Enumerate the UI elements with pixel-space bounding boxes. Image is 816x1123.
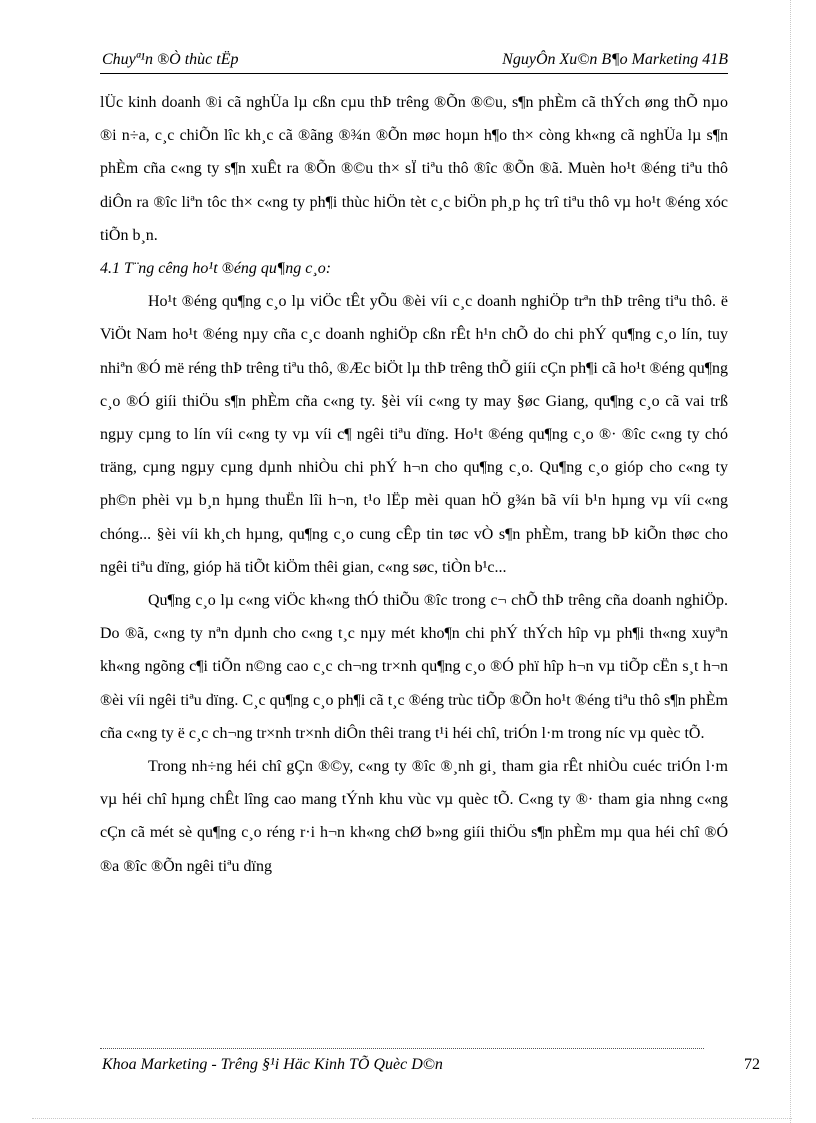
footer-divider (100, 1048, 704, 1049)
section-heading: 4.1 T¨ng cêng ho¹t ®éng qu¶ng c¸o: (100, 260, 332, 278)
page-footer (100, 1054, 760, 1078)
page-body (100, 86, 728, 883)
body-paragraph: Qu¶ng c¸o lµ c«ng viÖc kh«ng thÓ thiÕu ®îc trong c¬ chÕ thÞ trêng cña doanh nghiÖp. Do ®ã, c«ng ty nªn dµnh cho c«ng t¸c nµy mét kho¶n chi phÝ thÝch hîp vµ ph¶i th«ng xuyªn kh«ng ngõng c¶i tiÕn n©ng cao c¸c ch¬ng tr×nh qu¶ng c¸o ®Ó phï hîp h¬n vµ tiÕp cËn s¸t h¬n ®èi víi ngêi tiªu dïng. C¸c qu¶ng c¸o ph¶i cã t¸c ®éng trùc tiÕp ®Õn ho¹t ®éng tiªu thô s¶n phÈm cña c«ng ty ë c¸c ch¬ng tr×nh tr×nh diÔn thêi trang t¹i héi chî, triÓn l·m trong níc vµ quèc tÕ. (100, 592, 728, 742)
bottom-border-line (32, 1118, 792, 1119)
right-border-line (790, 0, 791, 1123)
intro-paragraph: lÜc kinh doanh ®i cã nghÜa lµ cßn cµu thÞ trêng ®Õn ®©u, s¶n phÈm cã thÝch øng thÕ nµo ®i n÷a, c¸c chiÕn lîc kh¸c cã ®ãng ®¾n ®Õn møc hoµn h¶o th× còng kh«ng cã nghÜa lµ s¶n phÈm cña c«ng ty s¶n xuÊt ra ®Õn ®©u th× sÏ tiªu thô ®îc ®Õn ®ã. Muèn ho¹t ®éng tiªu thô diÔn ra ®îc liªn tôc th× c«ng ty ph¶i thùc hiÖn tèt c¸c biÖn ph¸p hç trî tiªu thô vµ ho¹t ®éng xóc tiÕn b¸n. (100, 94, 728, 244)
page-header (100, 49, 728, 74)
page-number: 72 (744, 1056, 760, 1073)
header-title: Chuyª¹n ®Ò thùc tËp (102, 51, 239, 68)
header-author: NguyÔn Xu©n B¶o Marketing 41B (502, 51, 728, 68)
body-paragraph: Trong nh÷ng héi chî gÇn ®©y, c«ng ty ®îc ®¸nh gi¸ tham gia rÊt nhiÒu cuéc triÓn l·m vµ héi chî hµng chÊt lîng cao mang tÝnh khu vùc vµ quèc tÕ. C«ng ty ®· tham gia nhng c«ng cÇn cã mét sè qu¶ng c¸o réng r·i h¬n kh«ng chØ b»ng giíi thiÖu s¶n phÈm mµ qua héi chî ®Ó ®a ®îc ®Õn ngêi tiªu dïng (100, 758, 728, 875)
footer-text: Khoa Marketing - Trêng §¹i Häc Kinh TÕ Quèc D©n (102, 1056, 443, 1073)
body-paragraph: Ho¹t ®éng qu¶ng c¸o lµ viÖc tÊt yÕu ®èi víi c¸c doanh nghiÖp trªn thÞ trêng tiªu thô. ë ViÖt Nam ho¹t ®éng nµy cña c¸c doanh nghiÖp cßn rÊt h¹n chÕ do chi phÝ qu¶ng c¸o lín, tuy nhiªn ®Ó më réng thÞ trêng tiªu thô, ®Æc biÖt lµ thÞ trêng thÕ giíi cÇn ph¶i cã ho¹t ®éng qu¶ng c¸o ®Ó giíi thiÖu s¶n phÈm cña c«ng ty. §èi víi c«ng ty may §øc Giang, qu¶ng c¸o cã vai trß ngµy cµng to lín víi c«ng ty vµ víi c¶ ngêi tiªu dïng. Ho¹t ®éng qu¶ng c¸o ®· ®îc c«ng ty chó träng, cµng ngµy cµng dµnh nhiÒu chi phÝ h¬n cho qu¶ng c¸o. Qu¶ng c¸o gióp cho c«ng ty ph©n phèi vµ b¸n hµng thuËn lîi h¬n, t¹o lËp mèi quan hÖ g¾n bã víi b¹n hµng vµ víi c«ng chóng... §èi víi kh¸ch hµng, qu¶ng c¸o cung cÊp tin tøc vÒ s¶n phÈm, trang bÞ kiÕn thøc cho ngêi tiªu dïng, gióp hä tiÕt kiÖm thêi gian, c«ng søc, tiÒn b¹c... (100, 293, 728, 576)
